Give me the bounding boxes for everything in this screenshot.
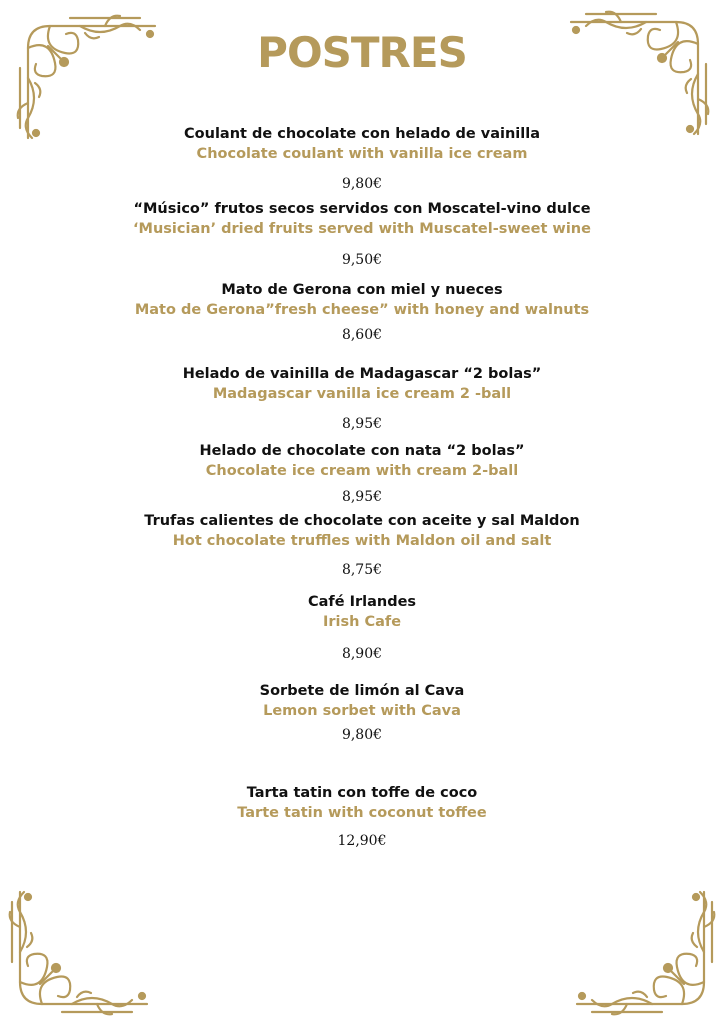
corner-ornament-bottom-right-icon	[572, 887, 722, 1022]
item-price: 8,60€	[341, 327, 383, 343]
item-price: 8,95€	[341, 416, 383, 432]
menu-item	[0, 592, 724, 632]
item-name-es: Trufas calientes de chocolate con aceite y sal Maldon	[144, 513, 580, 529]
item-name-es: “Músico” frutos secos servidos con Moscatel-vino dulce	[133, 201, 591, 217]
item-price: 9,80€	[341, 176, 383, 192]
item-name-en: Irish Cafe	[322, 614, 402, 630]
item-price: 8,90€	[341, 646, 383, 662]
menu-item	[0, 681, 724, 721]
item-name-en: Chocolate coulant with vanilla ice cream	[196, 146, 528, 162]
item-name-en: Mato de Gerona”fresh cheese” with honey and walnuts	[134, 302, 590, 318]
item-name-es: Helado de vainilla de Madagascar “2 bolas”	[182, 366, 542, 382]
corner-ornament-bottom-left-icon	[2, 887, 152, 1022]
menu-item	[0, 280, 724, 320]
item-name-en: ‘Musician’ dried fruits served with Muscatel-sweet wine	[133, 221, 591, 237]
menu-item	[0, 511, 724, 551]
menu-item	[0, 441, 724, 481]
menu-item	[0, 364, 724, 404]
page-title: POSTRES	[257, 28, 467, 77]
menu-item	[0, 199, 724, 239]
item-name-es: Helado de chocolate con nata “2 bolas”	[199, 443, 525, 459]
item-name-en: Tarte tatin with coconut toffee	[237, 805, 487, 821]
item-name-en: Hot chocolate truffles with Maldon oil and salt	[172, 533, 552, 549]
item-price: 8,75€	[341, 562, 383, 578]
item-price: 9,50€	[341, 252, 383, 268]
item-name-es: Coulant de chocolate con helado de vainilla	[184, 126, 540, 142]
item-name-es: Café Irlandes	[307, 594, 417, 610]
item-name-es: Sorbete de limón al Cava	[259, 683, 465, 699]
item-price: 12,90€	[337, 833, 387, 849]
item-name-en: Madagascar vanilla ice cream 2 -ball	[212, 386, 512, 402]
item-price: 8,95€	[341, 489, 383, 505]
item-name-en: Lemon sorbet with Cava	[263, 703, 461, 719]
item-name-es: Tarta tatin con toffe de coco	[246, 785, 478, 801]
item-price: 9,80€	[341, 727, 383, 743]
menu-item	[0, 783, 724, 823]
item-name-en: Chocolate ice cream with cream 2-ball	[205, 463, 519, 479]
item-name-es: Mato de Gerona con miel y nueces	[221, 282, 503, 298]
menu-item	[0, 124, 724, 164]
